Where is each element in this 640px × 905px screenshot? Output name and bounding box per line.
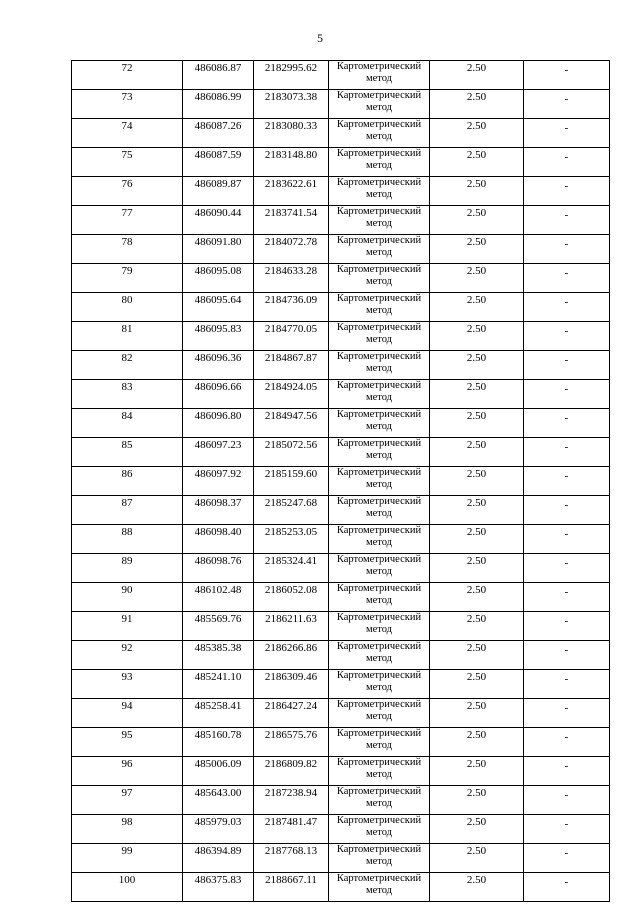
accuracy-cell: 2.50	[430, 757, 524, 786]
table-row	[72, 786, 610, 815]
point-number-cell: 86	[72, 467, 183, 496]
point-number-cell: 73	[72, 90, 183, 119]
y-coordinate-cell: 2183148.80	[254, 148, 329, 177]
note-cell: -	[524, 380, 610, 409]
x-coordinate-cell: 486096.66	[183, 380, 254, 409]
accuracy-cell: 2.50	[430, 61, 524, 90]
method-cell: Картометрический метод	[329, 90, 430, 119]
x-coordinate-cell: 486086.99	[183, 90, 254, 119]
accuracy-cell: 2.50	[430, 815, 524, 844]
method-cell: Картометрический метод	[329, 351, 430, 380]
note-cell: -	[524, 786, 610, 815]
method-cell: Картометрический метод	[329, 467, 430, 496]
y-coordinate-cell: 2184072.78	[254, 235, 329, 264]
accuracy-cell: 2.50	[430, 844, 524, 873]
accuracy-cell: 2.50	[430, 293, 524, 322]
method-cell: Картометрический метод	[329, 61, 430, 90]
table-row	[72, 438, 610, 467]
x-coordinate-cell: 486098.40	[183, 525, 254, 554]
accuracy-cell: 2.50	[430, 699, 524, 728]
y-coordinate-cell: 2185247.68	[254, 496, 329, 525]
table-row	[72, 409, 610, 438]
method-cell: Картометрический метод	[329, 119, 430, 148]
note-cell: -	[524, 148, 610, 177]
x-coordinate-cell: 486090.44	[183, 206, 254, 235]
accuracy-cell: 2.50	[430, 264, 524, 293]
coordinates-table-body	[72, 61, 610, 902]
method-cell: Картометрический метод	[329, 641, 430, 670]
x-coordinate-cell: 486087.59	[183, 148, 254, 177]
y-coordinate-cell: 2188667.11	[254, 873, 329, 902]
accuracy-cell: 2.50	[430, 786, 524, 815]
table-row	[72, 815, 610, 844]
method-cell: Картометрический метод	[329, 786, 430, 815]
note-cell: -	[524, 525, 610, 554]
note-cell: -	[524, 264, 610, 293]
table-row	[72, 322, 610, 351]
table-row	[72, 61, 610, 90]
table-row	[72, 119, 610, 148]
note-cell: -	[524, 322, 610, 351]
x-coordinate-cell: 486091.80	[183, 235, 254, 264]
method-cell: Картометрический метод	[329, 293, 430, 322]
x-coordinate-cell: 485569.76	[183, 612, 254, 641]
accuracy-cell: 2.50	[430, 148, 524, 177]
x-coordinate-cell: 486095.64	[183, 293, 254, 322]
y-coordinate-cell: 2186427.24	[254, 699, 329, 728]
method-cell: Картометрический метод	[329, 670, 430, 699]
y-coordinate-cell: 2186309.46	[254, 670, 329, 699]
point-number-cell: 89	[72, 554, 183, 583]
y-coordinate-cell: 2184867.87	[254, 351, 329, 380]
note-cell: -	[524, 206, 610, 235]
method-cell: Картометрический метод	[329, 525, 430, 554]
x-coordinate-cell: 486095.83	[183, 322, 254, 351]
accuracy-cell: 2.50	[430, 206, 524, 235]
note-cell: -	[524, 554, 610, 583]
y-coordinate-cell: 2184736.09	[254, 293, 329, 322]
y-coordinate-cell: 2187481.47	[254, 815, 329, 844]
point-number-cell: 95	[72, 728, 183, 757]
point-number-cell: 94	[72, 699, 183, 728]
x-coordinate-cell: 486375.83	[183, 873, 254, 902]
table-row	[72, 844, 610, 873]
table-row	[72, 467, 610, 496]
page-number: 5	[317, 31, 323, 45]
y-coordinate-cell: 2186809.82	[254, 757, 329, 786]
note-cell: -	[524, 641, 610, 670]
y-coordinate-cell: 2183080.33	[254, 119, 329, 148]
table-row	[72, 206, 610, 235]
note-cell: -	[524, 699, 610, 728]
method-cell: Картометрический метод	[329, 757, 430, 786]
accuracy-cell: 2.50	[430, 641, 524, 670]
table-row	[72, 351, 610, 380]
point-number-cell: 80	[72, 293, 183, 322]
x-coordinate-cell: 486394.89	[183, 844, 254, 873]
x-coordinate-cell: 486087.26	[183, 119, 254, 148]
y-coordinate-cell: 2183073.38	[254, 90, 329, 119]
point-number-cell: 79	[72, 264, 183, 293]
method-cell: Картометрический метод	[329, 873, 430, 902]
point-number-cell: 91	[72, 612, 183, 641]
method-cell: Картометрический метод	[329, 409, 430, 438]
point-number-cell: 84	[72, 409, 183, 438]
accuracy-cell: 2.50	[430, 90, 524, 119]
accuracy-cell: 2.50	[430, 351, 524, 380]
table-row	[72, 90, 610, 119]
accuracy-cell: 2.50	[430, 467, 524, 496]
point-number-cell: 93	[72, 670, 183, 699]
note-cell: -	[524, 496, 610, 525]
table-row	[72, 554, 610, 583]
x-coordinate-cell: 485006.09	[183, 757, 254, 786]
note-cell: -	[524, 757, 610, 786]
method-cell: Картометрический метод	[329, 322, 430, 351]
x-coordinate-cell: 485160.78	[183, 728, 254, 757]
coordinates-table	[71, 60, 610, 902]
x-coordinate-cell: 486095.08	[183, 264, 254, 293]
y-coordinate-cell: 2183622.61	[254, 177, 329, 206]
y-coordinate-cell: 2185159.60	[254, 467, 329, 496]
table-row	[72, 177, 610, 206]
method-cell: Картометрический метод	[329, 206, 430, 235]
table-row	[72, 496, 610, 525]
point-number-cell: 78	[72, 235, 183, 264]
note-cell: -	[524, 293, 610, 322]
table-row	[72, 670, 610, 699]
y-coordinate-cell: 2185324.41	[254, 554, 329, 583]
point-number-cell: 83	[72, 380, 183, 409]
accuracy-cell: 2.50	[430, 380, 524, 409]
point-number-cell: 85	[72, 438, 183, 467]
accuracy-cell: 2.50	[430, 583, 524, 612]
table-row	[72, 873, 610, 902]
note-cell: -	[524, 409, 610, 438]
x-coordinate-cell: 486097.92	[183, 467, 254, 496]
point-number-cell: 77	[72, 206, 183, 235]
table-row	[72, 757, 610, 786]
point-number-cell: 100	[72, 873, 183, 902]
method-cell: Картометрический метод	[329, 844, 430, 873]
note-cell: -	[524, 873, 610, 902]
accuracy-cell: 2.50	[430, 322, 524, 351]
accuracy-cell: 2.50	[430, 873, 524, 902]
method-cell: Картометрический метод	[329, 728, 430, 757]
method-cell: Картометрический метод	[329, 496, 430, 525]
y-coordinate-cell: 2184924.05	[254, 380, 329, 409]
method-cell: Картометрический метод	[329, 554, 430, 583]
y-coordinate-cell: 2187768.13	[254, 844, 329, 873]
y-coordinate-cell: 2187238.94	[254, 786, 329, 815]
table-row	[72, 641, 610, 670]
note-cell: -	[524, 235, 610, 264]
point-number-cell: 88	[72, 525, 183, 554]
x-coordinate-cell: 486097.23	[183, 438, 254, 467]
x-coordinate-cell: 485643.00	[183, 786, 254, 815]
table-row	[72, 612, 610, 641]
table-row	[72, 380, 610, 409]
table-row	[72, 264, 610, 293]
note-cell: -	[524, 844, 610, 873]
table-row	[72, 235, 610, 264]
x-coordinate-cell: 485258.41	[183, 699, 254, 728]
y-coordinate-cell: 2184633.28	[254, 264, 329, 293]
point-number-cell: 92	[72, 641, 183, 670]
method-cell: Картометрический метод	[329, 612, 430, 641]
x-coordinate-cell: 485979.03	[183, 815, 254, 844]
note-cell: -	[524, 177, 610, 206]
point-number-cell: 97	[72, 786, 183, 815]
point-number-cell: 90	[72, 583, 183, 612]
point-number-cell: 81	[72, 322, 183, 351]
accuracy-cell: 2.50	[430, 496, 524, 525]
note-cell: -	[524, 583, 610, 612]
note-cell: -	[524, 728, 610, 757]
accuracy-cell: 2.50	[430, 235, 524, 264]
method-cell: Картометрический метод	[329, 235, 430, 264]
point-number-cell: 98	[72, 815, 183, 844]
accuracy-cell: 2.50	[430, 438, 524, 467]
y-coordinate-cell: 2184947.56	[254, 409, 329, 438]
accuracy-cell: 2.50	[430, 177, 524, 206]
method-cell: Картометрический метод	[329, 177, 430, 206]
accuracy-cell: 2.50	[430, 119, 524, 148]
note-cell: -	[524, 119, 610, 148]
method-cell: Картометрический метод	[329, 148, 430, 177]
table-row	[72, 525, 610, 554]
point-number-cell: 75	[72, 148, 183, 177]
point-number-cell: 82	[72, 351, 183, 380]
y-coordinate-cell: 2185253.05	[254, 525, 329, 554]
note-cell: -	[524, 467, 610, 496]
point-number-cell: 87	[72, 496, 183, 525]
accuracy-cell: 2.50	[430, 554, 524, 583]
y-coordinate-cell: 2183741.54	[254, 206, 329, 235]
point-number-cell: 72	[72, 61, 183, 90]
table-row	[72, 148, 610, 177]
method-cell: Картометрический метод	[329, 815, 430, 844]
x-coordinate-cell: 486086.87	[183, 61, 254, 90]
accuracy-cell: 2.50	[430, 670, 524, 699]
x-coordinate-cell: 486096.80	[183, 409, 254, 438]
x-coordinate-cell: 486098.37	[183, 496, 254, 525]
note-cell: -	[524, 90, 610, 119]
y-coordinate-cell: 2186211.63	[254, 612, 329, 641]
table-row	[72, 728, 610, 757]
method-cell: Картометрический метод	[329, 380, 430, 409]
point-number-cell: 99	[72, 844, 183, 873]
note-cell: -	[524, 670, 610, 699]
table-row	[72, 583, 610, 612]
x-coordinate-cell: 486089.87	[183, 177, 254, 206]
x-coordinate-cell: 486096.36	[183, 351, 254, 380]
table-row	[72, 699, 610, 728]
accuracy-cell: 2.50	[430, 525, 524, 554]
y-coordinate-cell: 2186052.08	[254, 583, 329, 612]
method-cell: Картометрический метод	[329, 438, 430, 467]
y-coordinate-cell: 2184770.05	[254, 322, 329, 351]
point-number-cell: 74	[72, 119, 183, 148]
note-cell: -	[524, 438, 610, 467]
x-coordinate-cell: 486102.48	[183, 583, 254, 612]
point-number-cell: 96	[72, 757, 183, 786]
method-cell: Картометрический метод	[329, 264, 430, 293]
method-cell: Картометрический метод	[329, 583, 430, 612]
note-cell: -	[524, 351, 610, 380]
point-number-cell: 76	[72, 177, 183, 206]
x-coordinate-cell: 486098.76	[183, 554, 254, 583]
note-cell: -	[524, 61, 610, 90]
table-row	[72, 293, 610, 322]
y-coordinate-cell: 2182995.62	[254, 61, 329, 90]
method-cell: Картометрический метод	[329, 699, 430, 728]
y-coordinate-cell: 2185072.56	[254, 438, 329, 467]
x-coordinate-cell: 485385.38	[183, 641, 254, 670]
x-coordinate-cell: 485241.10	[183, 670, 254, 699]
note-cell: -	[524, 612, 610, 641]
note-cell: -	[524, 815, 610, 844]
y-coordinate-cell: 2186266.86	[254, 641, 329, 670]
accuracy-cell: 2.50	[430, 409, 524, 438]
accuracy-cell: 2.50	[430, 728, 524, 757]
y-coordinate-cell: 2186575.76	[254, 728, 329, 757]
accuracy-cell: 2.50	[430, 612, 524, 641]
